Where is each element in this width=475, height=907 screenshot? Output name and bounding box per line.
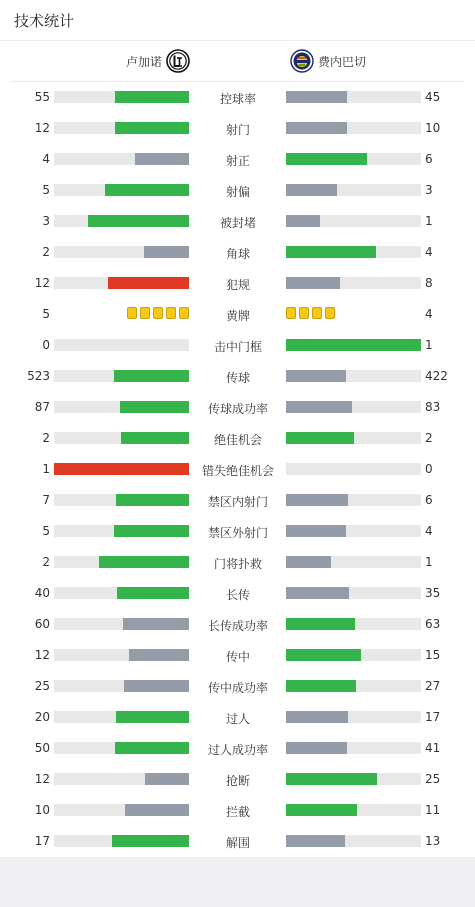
away-bar-track	[286, 184, 421, 196]
stat-row	[0, 206, 475, 237]
yellow-card-icon	[153, 307, 163, 319]
stat-label: 拦截	[225, 805, 250, 819]
away-bar	[286, 432, 354, 444]
home-value: 7	[42, 493, 50, 507]
away-bar-track	[286, 339, 421, 351]
home-bar-track	[54, 401, 189, 413]
title-divider	[0, 40, 475, 41]
home-value: 87	[34, 400, 50, 414]
stat-label: 击中门框	[213, 340, 262, 354]
away-value: 6	[425, 493, 433, 507]
away-value: 4	[425, 307, 433, 321]
away-value: 63	[425, 617, 441, 631]
home-bar	[116, 711, 189, 723]
home-bar	[105, 184, 189, 196]
yellow-card-icon	[299, 307, 309, 319]
away-bar	[286, 401, 352, 413]
away-bar-track	[286, 680, 421, 692]
home-value: 0	[42, 338, 50, 352]
stat-label: 抢断	[225, 774, 250, 788]
away-value: 1	[425, 555, 433, 569]
home-bar	[114, 370, 189, 382]
home-bar-track	[54, 525, 189, 537]
away-bar-track	[286, 711, 421, 723]
away-value: 45	[425, 90, 441, 104]
home-value: 5	[42, 307, 50, 321]
stat-label: 传中成功率	[207, 681, 268, 695]
away-bar-track	[286, 587, 421, 599]
home-value: 5	[42, 183, 50, 197]
home-value: 12	[34, 276, 50, 290]
home-value: 523	[27, 369, 50, 383]
home-team-name: 卢加诺	[125, 54, 162, 69]
home-value: 55	[34, 90, 50, 104]
stat-row	[0, 702, 475, 733]
away-bar	[286, 680, 356, 692]
home-bar	[99, 556, 189, 568]
home-bar-track	[54, 680, 189, 692]
stat-label: 射偏	[225, 185, 250, 199]
home-value: 40	[34, 586, 50, 600]
home-bar-track	[54, 711, 189, 723]
home-value: 50	[34, 741, 50, 755]
away-value: 41	[425, 741, 441, 755]
home-bar	[54, 463, 189, 475]
away-bar	[286, 339, 421, 351]
away-bar	[286, 773, 377, 785]
home-bar-track	[54, 339, 189, 351]
away-team-name: 费内巴切	[318, 54, 367, 69]
stat-row	[0, 640, 475, 671]
home-bar-track	[54, 370, 189, 382]
away-bar	[286, 742, 347, 754]
stat-row	[0, 144, 475, 175]
home-bar	[123, 618, 189, 630]
away-bar	[286, 711, 348, 723]
home-bar-track	[54, 494, 189, 506]
away-bar	[286, 525, 346, 537]
home-value: 12	[34, 648, 50, 662]
away-bar	[286, 370, 346, 382]
away-value: 3	[425, 183, 433, 197]
stat-row	[0, 764, 475, 795]
home-bar-track	[54, 587, 189, 599]
away-bar-track	[286, 463, 421, 475]
home-bar-track	[54, 91, 189, 103]
yellow-card-icon	[325, 307, 335, 319]
home-bar-track	[54, 215, 189, 227]
home-bar-track	[54, 835, 189, 847]
stat-label: 禁区内射门	[207, 495, 268, 509]
stat-row	[0, 454, 475, 485]
stat-row	[0, 82, 475, 113]
away-bar	[286, 835, 345, 847]
away-bar-track	[286, 370, 421, 382]
stat-label: 传中	[225, 650, 250, 664]
home-value: 25	[34, 679, 50, 693]
home-bar-track	[54, 649, 189, 661]
home-bar	[116, 494, 189, 506]
stat-label: 传球成功率	[207, 402, 268, 416]
stat-row	[0, 361, 475, 392]
stat-label: 过人	[225, 712, 250, 726]
yellow-card-icon	[286, 307, 296, 319]
stat-label: 传球	[225, 371, 250, 385]
away-bar-track	[286, 91, 421, 103]
away-value: 4	[425, 245, 433, 259]
away-bar	[286, 215, 320, 227]
stat-label: 禁区外射门	[207, 526, 268, 540]
stat-label: 犯规	[225, 278, 250, 292]
home-bar	[145, 773, 189, 785]
stat-row	[0, 795, 475, 826]
away-value: 1	[425, 338, 433, 352]
home-bar-track	[54, 463, 189, 475]
stat-label: 错失绝佳机会	[201, 464, 274, 478]
away-value: 2	[425, 431, 433, 445]
home-bar	[114, 525, 189, 537]
stat-row	[0, 826, 475, 857]
away-value: 6	[425, 152, 433, 166]
home-bar-track	[54, 773, 189, 785]
away-value: 83	[425, 400, 441, 414]
stat-label: 角球	[225, 247, 250, 261]
away-bar-track	[286, 246, 421, 258]
home-bar	[108, 277, 189, 289]
away-bar-track	[286, 277, 421, 289]
fenerbahce-logo-icon	[290, 49, 314, 73]
home-bar-track	[54, 618, 189, 630]
stat-label: 过人成功率	[207, 743, 268, 757]
yellow-card-icon	[312, 307, 322, 319]
away-bar-track	[286, 525, 421, 537]
stat-row	[0, 113, 475, 144]
home-bar-track	[54, 804, 189, 816]
away-bar-track	[286, 804, 421, 816]
home-bar-track	[54, 153, 189, 165]
home-value: 2	[42, 245, 50, 259]
home-bar	[115, 122, 189, 134]
away-bar	[286, 277, 340, 289]
stat-row	[0, 485, 475, 516]
away-bar-track	[286, 835, 421, 847]
yellow-card-icon	[140, 307, 150, 319]
away-bar-track	[286, 494, 421, 506]
home-value: 20	[34, 710, 50, 724]
away-bar-track	[286, 432, 421, 444]
away-bar-track	[286, 618, 421, 630]
yellow-card-icon	[127, 307, 137, 319]
away-bar-track	[286, 401, 421, 413]
away-value: 10	[425, 121, 441, 135]
home-value: 5	[42, 524, 50, 538]
home-bar-track	[54, 246, 189, 258]
away-bar	[286, 246, 376, 258]
home-bar	[125, 804, 189, 816]
away-bar-track	[286, 773, 421, 785]
home-value: 17	[34, 834, 50, 848]
home-value: 12	[34, 121, 50, 135]
home-bar	[112, 835, 189, 847]
away-bar-track	[286, 556, 421, 568]
stat-row	[0, 609, 475, 640]
home-bar-track	[54, 277, 189, 289]
away-bar	[286, 91, 347, 103]
stat-label: 长传	[225, 588, 250, 602]
stat-row	[0, 268, 475, 299]
home-value: 2	[42, 555, 50, 569]
away-bar	[286, 804, 357, 816]
away-bar	[286, 618, 355, 630]
away-value: 0	[425, 462, 433, 476]
stat-row	[0, 733, 475, 764]
yellow-card-icon	[179, 307, 189, 319]
stat-row	[0, 392, 475, 423]
away-bar-track	[286, 122, 421, 134]
away-bar	[286, 184, 337, 196]
stat-label: 射正	[225, 154, 250, 168]
stat-row	[0, 516, 475, 547]
home-bar	[129, 649, 189, 661]
stat-label: 黄牌	[225, 309, 250, 323]
stat-label: 被封堵	[219, 216, 256, 230]
home-value: 10	[34, 803, 50, 817]
home-value: 4	[42, 152, 50, 166]
away-value: 1	[425, 214, 433, 228]
home-team[interactable]	[122, 48, 190, 74]
stat-label: 长传成功率	[207, 619, 268, 633]
stat-row	[0, 671, 475, 702]
home-bar-track	[54, 184, 189, 196]
away-bar	[286, 587, 349, 599]
home-value: 2	[42, 431, 50, 445]
home-bar	[117, 587, 189, 599]
page-title: 技术统计	[14, 12, 75, 30]
away-value: 25	[425, 772, 441, 786]
home-bar-track	[54, 122, 189, 134]
away-bar-track	[286, 153, 421, 165]
away-bar	[286, 122, 347, 134]
home-value: 1	[42, 462, 50, 476]
home-yellow-cards	[127, 307, 189, 320]
home-value: 3	[42, 214, 50, 228]
stat-label: 解围	[225, 836, 250, 850]
home-bar	[124, 680, 189, 692]
yellow-card-icon	[166, 307, 176, 319]
away-bar	[286, 153, 367, 165]
stat-label: 门将扑救	[213, 557, 262, 571]
home-bar	[135, 153, 189, 165]
home-bar	[120, 401, 189, 413]
home-bar-track	[54, 556, 189, 568]
away-value: 13	[425, 834, 441, 848]
stat-row	[0, 578, 475, 609]
home-bar	[115, 742, 189, 754]
away-value: 17	[425, 710, 441, 724]
stat-row	[0, 175, 475, 206]
stat-row	[0, 237, 475, 268]
away-value: 27	[425, 679, 441, 693]
home-bar	[144, 246, 189, 258]
home-bar	[88, 215, 189, 227]
stat-label: 绝佳机会	[213, 433, 262, 447]
home-value: 60	[34, 617, 50, 631]
away-value: 15	[425, 648, 441, 662]
away-team[interactable]	[290, 48, 370, 74]
stat-row	[0, 330, 475, 361]
away-bar-track	[286, 649, 421, 661]
away-bar-track	[286, 215, 421, 227]
away-value: 35	[425, 586, 441, 600]
stat-row	[0, 547, 475, 578]
away-value: 422	[425, 369, 448, 383]
stat-row	[0, 423, 475, 454]
away-bar	[286, 649, 361, 661]
lugano-logo-icon	[166, 49, 190, 73]
away-value: 4	[425, 524, 433, 538]
home-bar-track	[54, 432, 189, 444]
away-bar	[286, 494, 348, 506]
away-value: 8	[425, 276, 433, 290]
away-yellow-cards	[286, 307, 335, 320]
stat-label: 射门	[225, 123, 250, 137]
home-value: 12	[34, 772, 50, 786]
home-bar-track	[54, 742, 189, 754]
stat-label: 控球率	[219, 92, 256, 106]
away-value: 11	[425, 803, 441, 817]
home-bar	[121, 432, 189, 444]
away-bar-track	[286, 742, 421, 754]
stat-row	[0, 299, 475, 330]
away-bar	[286, 556, 331, 568]
home-bar	[115, 91, 189, 103]
